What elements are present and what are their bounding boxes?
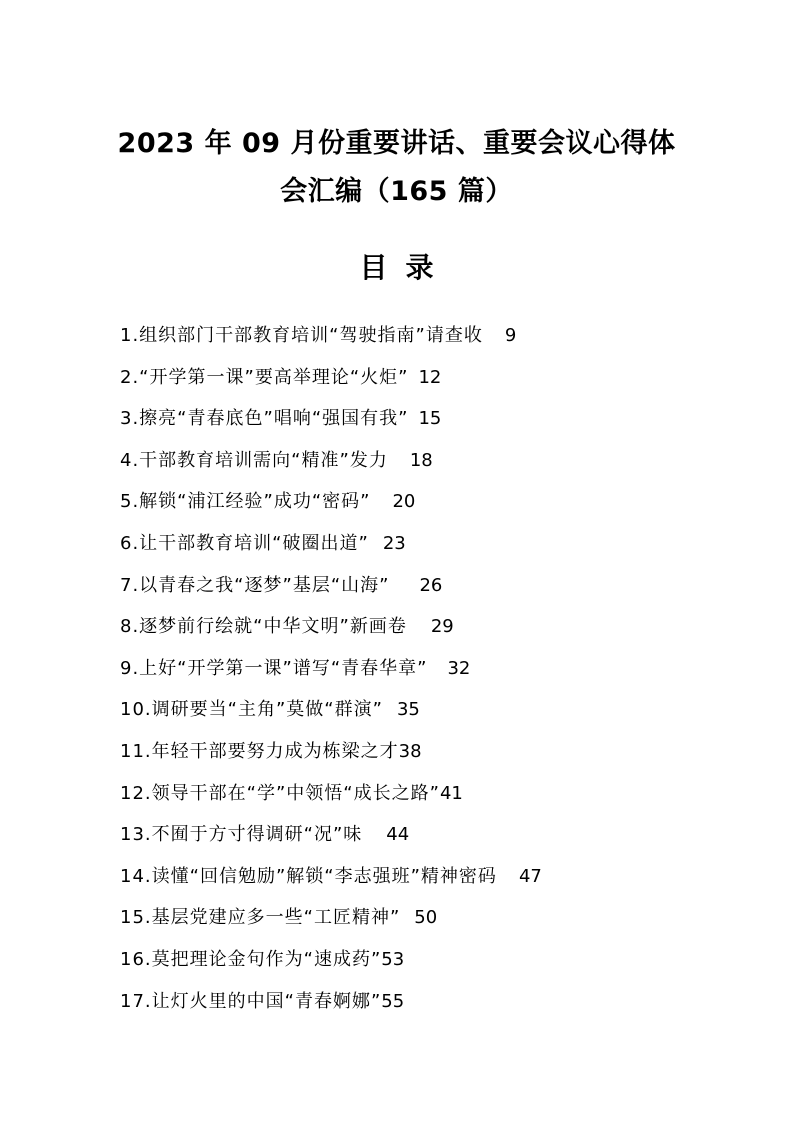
toc-entry[interactable] [120, 481, 720, 523]
toc-entry-page: 50 [414, 907, 438, 929]
toc-entry-title: 17.让灯火里的中国“青春婀娜” [120, 990, 382, 1012]
toc-entry-page: 35 [396, 699, 420, 721]
toc-entry-title: 15.基层党建应多一些“工匠精神” [120, 907, 401, 929]
toc-entry[interactable] [120, 731, 720, 773]
table-of-contents [120, 315, 720, 1022]
toc-entry-title: 14.读懂“回信勉励”解锁“李志强班”精神密码 [120, 865, 497, 887]
toc-entry-title: 8.逐梦前行绘就“中华文明”新画卷 [120, 616, 407, 638]
document-title-line2: 会汇编（165 篇） [280, 176, 513, 207]
toc-entry[interactable] [120, 440, 720, 482]
toc-entry-page: 53 [381, 948, 405, 970]
toc-entry-page: 23 [382, 532, 406, 554]
toc-entry-page: 41 [439, 782, 463, 804]
toc-entry[interactable] [120, 565, 720, 607]
toc-entry-page: 9 [504, 325, 517, 346]
toc-entry-title: 16.莫把理论金句作为“速成药” [120, 948, 382, 970]
toc-entry-page: 44 [386, 824, 410, 846]
toc-entry-page: 15 [418, 408, 442, 430]
toc-entry-title: 13.不囿于方寸得调研“况”味 [120, 824, 363, 846]
toc-entry-title: 5.解锁“浦江经验”成功“密码” [120, 491, 371, 513]
toc-entry[interactable] [120, 606, 720, 648]
toc-entry[interactable] [120, 398, 720, 440]
toc-entry-page: 47 [518, 865, 542, 887]
toc-entry-title: 9.上好“开学第一课”谱写“青春华章” [120, 657, 428, 679]
toc-entry[interactable] [120, 773, 720, 815]
toc-entry-title: 1.组织部门干部教育培训“驾驶指南”请查收 [120, 325, 483, 346]
toc-entry[interactable] [120, 689, 720, 731]
toc-entry[interactable] [120, 648, 720, 690]
toc-entry-page: 26 [419, 574, 443, 596]
toc-entry-title: 2.“开学第一课”要高举理论“火炬” [120, 366, 409, 388]
toc-entry-page: 38 [398, 740, 422, 762]
toc-entry[interactable] [120, 357, 720, 399]
toc-entry-page: 32 [447, 657, 471, 679]
toc-entry[interactable] [120, 897, 720, 939]
toc-entry-title: 6.让干部教育培训“破圈出道” [120, 532, 369, 554]
toc-entry-title: 7.以青春之我“逐梦”基层“山海” [120, 574, 390, 596]
toc-entry[interactable] [120, 814, 720, 856]
toc-entry-title: 11.年轻干部要努力成为栋梁之才 [120, 740, 399, 762]
toc-entry-page: 18 [409, 449, 433, 471]
toc-entry[interactable] [120, 315, 720, 357]
toc-entry-title: 3.擦亮“青春底色”唱响“强国有我” [120, 408, 409, 430]
toc-entry-page: 20 [392, 491, 416, 513]
toc-entry-title: 4.干部教育培训需向“精准”发力 [120, 449, 388, 471]
toc-entry[interactable] [120, 523, 720, 565]
toc-entry-title: 10.调研要当“主角”莫做“群演” [120, 699, 383, 721]
toc-entry[interactable] [120, 856, 720, 898]
toc-entry[interactable] [120, 981, 720, 1023]
document-title-line1: 2023 年 09 月份重要讲话、重要会议心得体 [117, 128, 676, 159]
toc-heading: 目录 [359, 251, 452, 284]
toc-entry-title: 12.领导干部在“学”中领悟“成长之路” [120, 782, 440, 804]
toc-entry-page: 12 [418, 366, 442, 388]
toc-entry-page: 55 [381, 990, 405, 1012]
toc-entry[interactable] [120, 939, 720, 981]
toc-entry-page: 29 [430, 616, 454, 638]
